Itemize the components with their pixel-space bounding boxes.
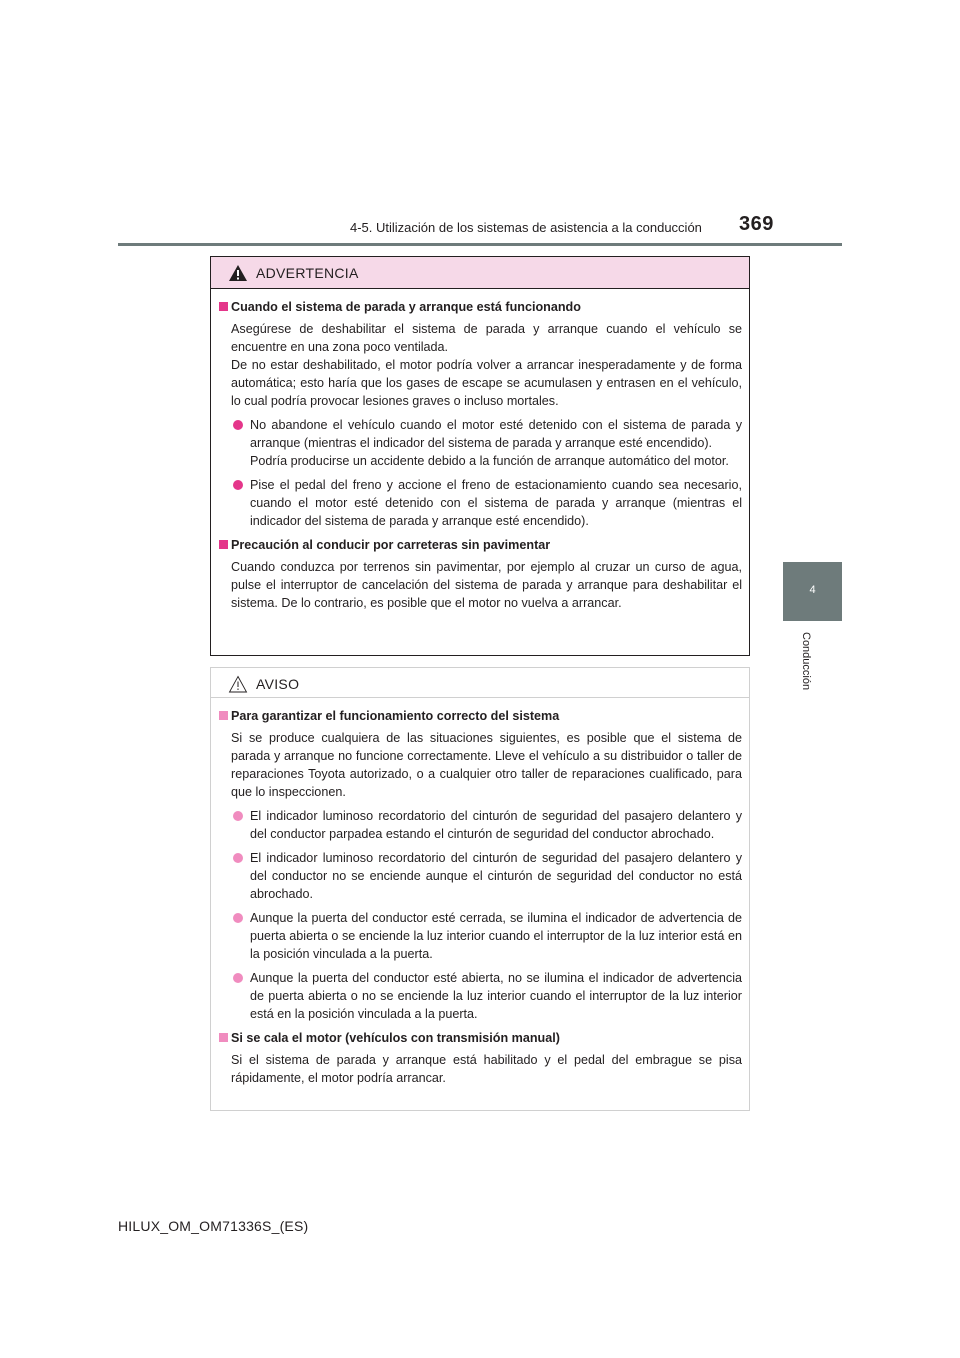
circle-bullet-icon: [233, 973, 243, 983]
section-paragraph: [218, 558, 742, 612]
list-item-text: El indicador luminoso recordatorio del cinturón de seguridad del pasajero delantero y del conductor parpadea estando el cinturón de seguridad del conductor abrochado.: [250, 809, 742, 841]
section-heading: [218, 1029, 742, 1047]
list-item: [218, 416, 742, 470]
notice-box: [210, 667, 750, 1111]
list-item-text: No abandone el vehículo cuando el motor esté detenido con el sistema de parada y arranque (mientras el indicador del sistema de parada y arranque esté encendido).: [250, 418, 742, 450]
paragraph-line: Cuando conduzca por terrenos sin pavimentar, por ejemplo al cruzar un curso de agua, pulse el interruptor de cancelación del sistema de parada y arranque para deshabilitar el sistema. De lo contrario, es posible que el motor no vuelva a arrancar.: [231, 560, 742, 610]
section-heading-text: Para garantizar el funcionamiento correcto del sistema: [231, 709, 560, 723]
warning-box-header: [211, 257, 749, 289]
circle-bullet-icon: [233, 420, 243, 430]
section-heading-text: Precaución al conducir por carreteras sin pavimentar: [231, 538, 551, 552]
circle-bullet-icon: [233, 853, 243, 863]
section-paragraph: [218, 1051, 742, 1087]
section-heading: [218, 536, 742, 554]
section-heading-text: Cuando el sistema de parada y arranque está funcionando: [231, 300, 581, 314]
chapter-tab-number: 4: [809, 584, 816, 596]
notice-title: AVISO: [256, 676, 300, 692]
notice-box-header: [211, 668, 749, 698]
chapter-tab[interactable]: [783, 562, 842, 621]
circle-bullet-icon: [233, 811, 243, 821]
page-number: 369: [739, 213, 774, 235]
section-paragraph: [218, 320, 742, 410]
section-heading-text: Si se cala el motor (vehículos con transmisión manual): [231, 1031, 560, 1045]
section-heading: [218, 707, 742, 725]
list-item: [218, 476, 742, 530]
square-bullet-icon: [219, 711, 228, 720]
paragraph-line: Si el sistema de parada y arranque está habilitado y el pedal del embrague se pisa rápidamente, el motor podría arrancar.: [231, 1053, 742, 1085]
warning-box: [210, 256, 750, 656]
caution-triangle-icon: [228, 675, 248, 693]
chapter-tab-label: Conducción: [800, 632, 812, 691]
list-item: [218, 909, 742, 963]
list-item-text: Pise el pedal del freno y accione el freno de estacionamiento cuando sea necesario, cuando el motor esté detenido con el sistema de parada y arranque (mientras el indicador del sistema de parada y arranque esté encendido).: [250, 478, 742, 528]
list-item: [218, 969, 742, 1023]
chapter-header-title: 4-5. Utilización de los sistemas de asistencia a la conducción: [350, 220, 702, 235]
circle-bullet-icon: [233, 913, 243, 923]
list-item-text: Podría producirse un accidente debido a la función de arranque automático del motor.: [250, 454, 729, 468]
list-item-text: Aunque la puerta del conductor esté abierta, no se ilumina el indicador de advertencia de puerta abierta o no se enciende la luz interior cuando el interruptor de la luz interior está en la posición vinculada a la puerta.: [250, 971, 742, 1021]
warning-title: ADVERTENCIA: [256, 265, 359, 281]
warning-body: [211, 289, 749, 612]
paragraph-line: De no estar deshabilitado, el motor podría volver a arrancar inesperadamente y de forma automática; esto haría que los gases de escape se acumulasen y entrasen en el vehículo, lo cual podría provocar lesiones graves o incluso mortales.: [231, 358, 742, 408]
list-item-text: El indicador luminoso recordatorio del cinturón de seguridad del pasajero delantero y del conductor no se enciende aunque el cinturón de seguridad del conductor no está abrochado.: [250, 851, 742, 901]
section-heading: [218, 298, 742, 316]
square-bullet-icon: [219, 540, 228, 549]
list-item-text: Aunque la puerta del conductor esté cerrada, se ilumina el indicador de advertencia de puerta abierta o se enciende la luz interior cuando el interruptor de la luz interior está en la posición vinculada a la puerta.: [250, 911, 742, 961]
section-paragraph: [218, 729, 742, 801]
paragraph-line: Si se produce cualquiera de las situaciones siguientes, es posible que el sistema de parada y arranque no funcione correctamente. Lleve el vehículo a su distribuidor o taller de reparaciones Toyota autorizado, o a cualquier otro taller de reparaciones cualificado, para que lo inspeccionen.: [231, 731, 742, 799]
warning-triangle-icon: [228, 264, 248, 282]
paragraph-line: Asegúrese de deshabilitar el sistema de parada y arranque cuando el vehículo se encuentre en una zona poco ventilada.: [231, 322, 742, 354]
document-code: HILUX_OM_OM71336S_(ES): [118, 1218, 309, 1234]
square-bullet-icon: [219, 1033, 228, 1042]
notice-body: [211, 698, 749, 1087]
circle-bullet-icon: [233, 480, 243, 490]
square-bullet-icon: [219, 302, 228, 311]
list-item: [218, 807, 742, 843]
list-item: [218, 849, 742, 903]
header-divider: [118, 243, 842, 246]
